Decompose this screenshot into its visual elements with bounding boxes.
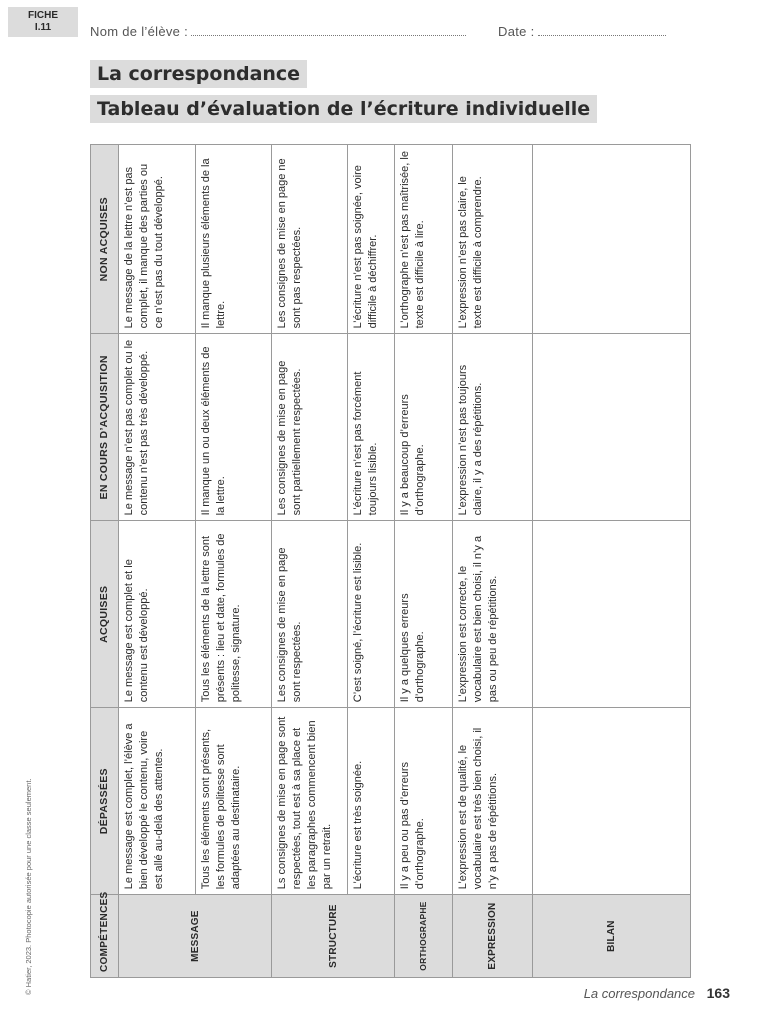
table-cell: Il manque un ou deux éléments de la lettre. bbox=[196, 334, 272, 521]
page-title: La correspondance bbox=[90, 60, 307, 88]
fiche-number: I.11 bbox=[34, 22, 52, 33]
evaluation-table-rotated bbox=[90, 144, 690, 978]
table-row bbox=[395, 145, 453, 978]
table-cell: Tous les éléments de la lettre sont présents : lieu et date, formules de politesse, signature. bbox=[196, 521, 272, 708]
date-field[interactable] bbox=[498, 24, 666, 39]
category-orthographe: ORTHOGRAPHE bbox=[395, 895, 453, 978]
student-name-line[interactable] bbox=[191, 35, 466, 36]
table-cell: Il manque plusieurs éléments de la lettre. bbox=[196, 145, 272, 334]
table-cell: L’expression n’est pas claire, le texte est difficile à comprendre. bbox=[453, 145, 533, 334]
table-row bbox=[272, 145, 348, 978]
table-cell: L’expression est correcte, le vocabulaire est bien choisi, il n’y a pas ou peu de répétitions. bbox=[453, 521, 533, 708]
footer-section-title: La correspondance bbox=[583, 986, 696, 1001]
table-cell: L’écriture est très soignée. bbox=[348, 708, 395, 895]
date-label: Date : bbox=[498, 24, 535, 39]
column-header-en-cours: EN COURS D’ACQUISITION bbox=[91, 334, 119, 521]
table-cell: C’est soigné, l’écriture est lisible. bbox=[348, 521, 395, 708]
table-cell: L’écriture n’est pas forcément toujours lisible. bbox=[348, 334, 395, 521]
table-row bbox=[196, 145, 272, 978]
category-message: MESSAGE bbox=[119, 895, 272, 978]
table-cell: Le message de la lettre n’est pas complet, il manque des parties ou ce n’est pas du tout développé. bbox=[119, 145, 196, 334]
page-subtitle: Tableau d’évaluation de l’écriture individuelle bbox=[90, 95, 597, 123]
page-footer bbox=[584, 985, 730, 1001]
table-cell: Les consignes de mise en page sont respectées. bbox=[272, 521, 348, 708]
table-cell: L’expression est de qualité, le vocabulaire est très bien choisi, il n’y a pas de répétitions. bbox=[453, 708, 533, 895]
column-header-acquises: ACQUISES bbox=[91, 521, 119, 708]
table-cell: L’expression n’est pas toujours claire, il y a des répétitions. bbox=[453, 334, 533, 521]
fiche-label bbox=[8, 7, 78, 37]
fiche-word: FICHE bbox=[28, 10, 58, 21]
column-header-competences: COMPÉTENCES bbox=[91, 895, 119, 978]
table-row bbox=[453, 145, 533, 978]
date-line[interactable] bbox=[538, 35, 666, 36]
student-name-label: Nom de l’élève : bbox=[90, 24, 189, 39]
table-row-bilan bbox=[533, 145, 691, 978]
table-cell: Les consignes de mise en page ne sont pas respectées. bbox=[272, 145, 348, 334]
category-structure: STRUCTURE bbox=[272, 895, 395, 978]
student-name-field[interactable] bbox=[90, 24, 466, 39]
column-header-depassees: DÉPASSÉES bbox=[91, 708, 119, 895]
table-cell: Il y a quelques erreurs d’orthographe. bbox=[395, 521, 453, 708]
table-cell: Il y a beaucoup d’erreurs d’orthographe. bbox=[395, 334, 453, 521]
column-header-non-acquises: NON ACQUISES bbox=[91, 145, 119, 334]
table-cell[interactable] bbox=[533, 334, 691, 521]
table-cell: Le message est complet, l’élève a bien développé le contenu, voire est allé au-delà des attentes. bbox=[119, 708, 196, 895]
table-row bbox=[348, 145, 395, 978]
category-bilan: BILAN bbox=[533, 895, 691, 978]
table-cell: Le message n’est pas complet ou le contenu n’est pas très développé. bbox=[119, 334, 196, 521]
table-cell: Ls consignes de mise en page sont respectées, tout est à sa place et les paragraphes commencent bien par un retrait. bbox=[272, 708, 348, 895]
table-cell: L’orthographe n’est pas maîtrisée, le texte est difficile à lire. bbox=[395, 145, 453, 334]
evaluation-table bbox=[90, 144, 691, 978]
table-header-row bbox=[91, 145, 119, 978]
table-row bbox=[119, 145, 196, 978]
category-expression: EXPRESSION bbox=[453, 895, 533, 978]
table-cell[interactable] bbox=[533, 145, 691, 334]
table-cell: Tous les éléments sont présents, les formules de politesse sont adaptées au destinataire. bbox=[196, 708, 272, 895]
copyright-notice: © Hatier, 2023. Photocopie autorisée pour une classe seulement. bbox=[24, 778, 33, 995]
table-cell: Il y a peu ou pas d’erreurs d’orthographe. bbox=[395, 708, 453, 895]
page-number: 163 bbox=[706, 985, 730, 1001]
table-cell[interactable] bbox=[533, 708, 691, 895]
table-cell: L’écriture n’est pas soignée, voire difficile à déchiffrer. bbox=[348, 145, 395, 334]
table-cell: Les consignes de mise en page sont partiellement respectées. bbox=[272, 334, 348, 521]
table-cell[interactable] bbox=[533, 521, 691, 708]
table-cell: Le message est complet et le contenu est développé. bbox=[119, 521, 196, 708]
